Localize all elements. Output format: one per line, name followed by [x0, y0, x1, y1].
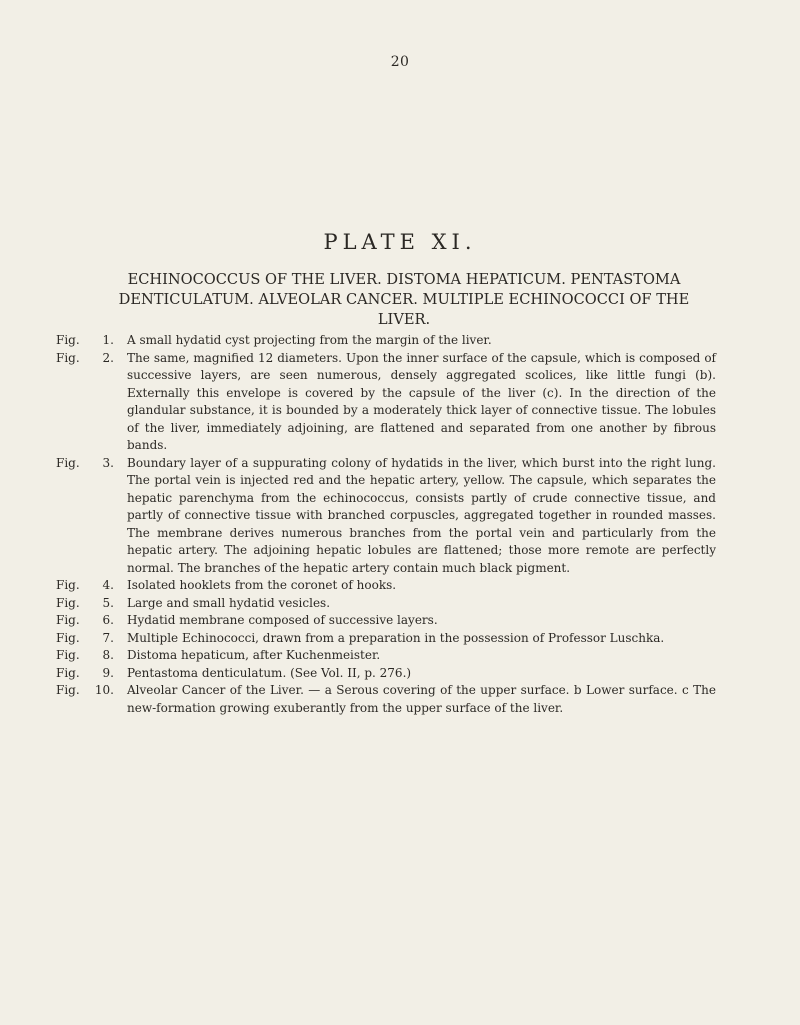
figure-entry [56, 595, 716, 613]
page-number: 20 [390, 54, 410, 70]
figure-description: Alveolar Cancer of the Liver. — a Serous covering of the upper surface. b Lower surface. c The new-formation growing exuberantly from the upper surface of the liver. [127, 683, 716, 715]
figure-number: 2. [102, 350, 114, 365]
figure-description: Distoma hepaticum, after Kuchenmeister. [127, 648, 381, 662]
figure-entry [56, 682, 716, 717]
figure-description: Multiple Echinococci, drawn from a preparation in the possession of Professor Luschka. [127, 630, 665, 645]
figure-description: Isolated hooklets from the coronet of hooks. [127, 578, 397, 592]
figure-label: Fig. [56, 613, 80, 627]
figure-label: Fig. [56, 455, 80, 470]
figure-label: Fig. [56, 630, 80, 645]
figure-entry [56, 630, 716, 648]
figure-number: 10. [94, 683, 114, 697]
figure-number: 9. [102, 665, 114, 680]
figure-list [56, 332, 716, 717]
figure-entry [56, 332, 716, 350]
figure-description: Large and small hydatid vesicles. [127, 595, 331, 610]
figure-label: Fig. [56, 333, 80, 347]
figure-number: 1. [102, 333, 114, 347]
figure-label: Fig. [56, 578, 80, 592]
figure-number: 7. [102, 630, 114, 645]
figure-entry [56, 350, 716, 455]
figure-description: A small hydatid cyst projecting from the margin of the liver. [127, 333, 492, 347]
plate-title: PLATE XI. [323, 230, 477, 254]
figure-label: Fig. [56, 595, 80, 610]
figure-description: Pentastoma denticulatum. (See Vol. II, p. 276.) [127, 665, 412, 680]
figure-label: Fig. [56, 683, 80, 697]
figure-description: The same, magnified 12 diameters. Upon the inner surface of the capsule, which is composed of successive layers, are seen numerous, densely aggregated scolices, like little fungi (b). Externally this envelope is covered by the capsule of the liver (c). In the direction of the glandular substance, it is bounded by a moderately thick layer of connective tissue. The lobules of the liver, immediately adjoining, are flattened and separated from one another by fibrous bands. [127, 350, 716, 452]
figure-number: 3. [102, 455, 114, 470]
figure-number: 6. [102, 613, 114, 627]
figure-label: Fig. [56, 648, 80, 662]
figure-label: Fig. [56, 350, 80, 365]
figure-number: 4. [102, 578, 114, 592]
figure-description: Hydatid membrane composed of successive layers. [127, 613, 438, 627]
plate-subtitle: ECHINOCOCCUS OF THE LIVER. DISTOMA HEPATICUM. PENTASTOMA DENTICULATUM. ALVEOLAR CANCER. MULTIPLE ECHINOCOCCI OF THE LIVER. [118, 271, 690, 328]
figure-entry [56, 612, 716, 630]
figure-entry [56, 577, 716, 595]
figure-description: Boundary layer of a suppurating colony of hydatids in the liver, which burst into the right lung. The portal vein is injected red and the hepatic artery, yellow. The capsule, which separates the hepatic parenchyma from the echinococcus, consists partly of crude connective tissue, and partly of connective tissue with branched corpuscles, aggregated together in rounded masses. The membrane derives numerous branches from the portal vein and particularly from the hepatic artery. The adjoining hepatic lobules are flattened; those more remote are perfectly normal. The branches of the hepatic artery contain much black pigment. [127, 455, 716, 575]
figure-number: 5. [102, 595, 114, 610]
figure-entry [56, 647, 716, 665]
figure-number: 8. [102, 648, 114, 662]
figure-entry [56, 455, 716, 578]
figure-entry [56, 665, 716, 683]
figure-label: Fig. [56, 665, 80, 680]
